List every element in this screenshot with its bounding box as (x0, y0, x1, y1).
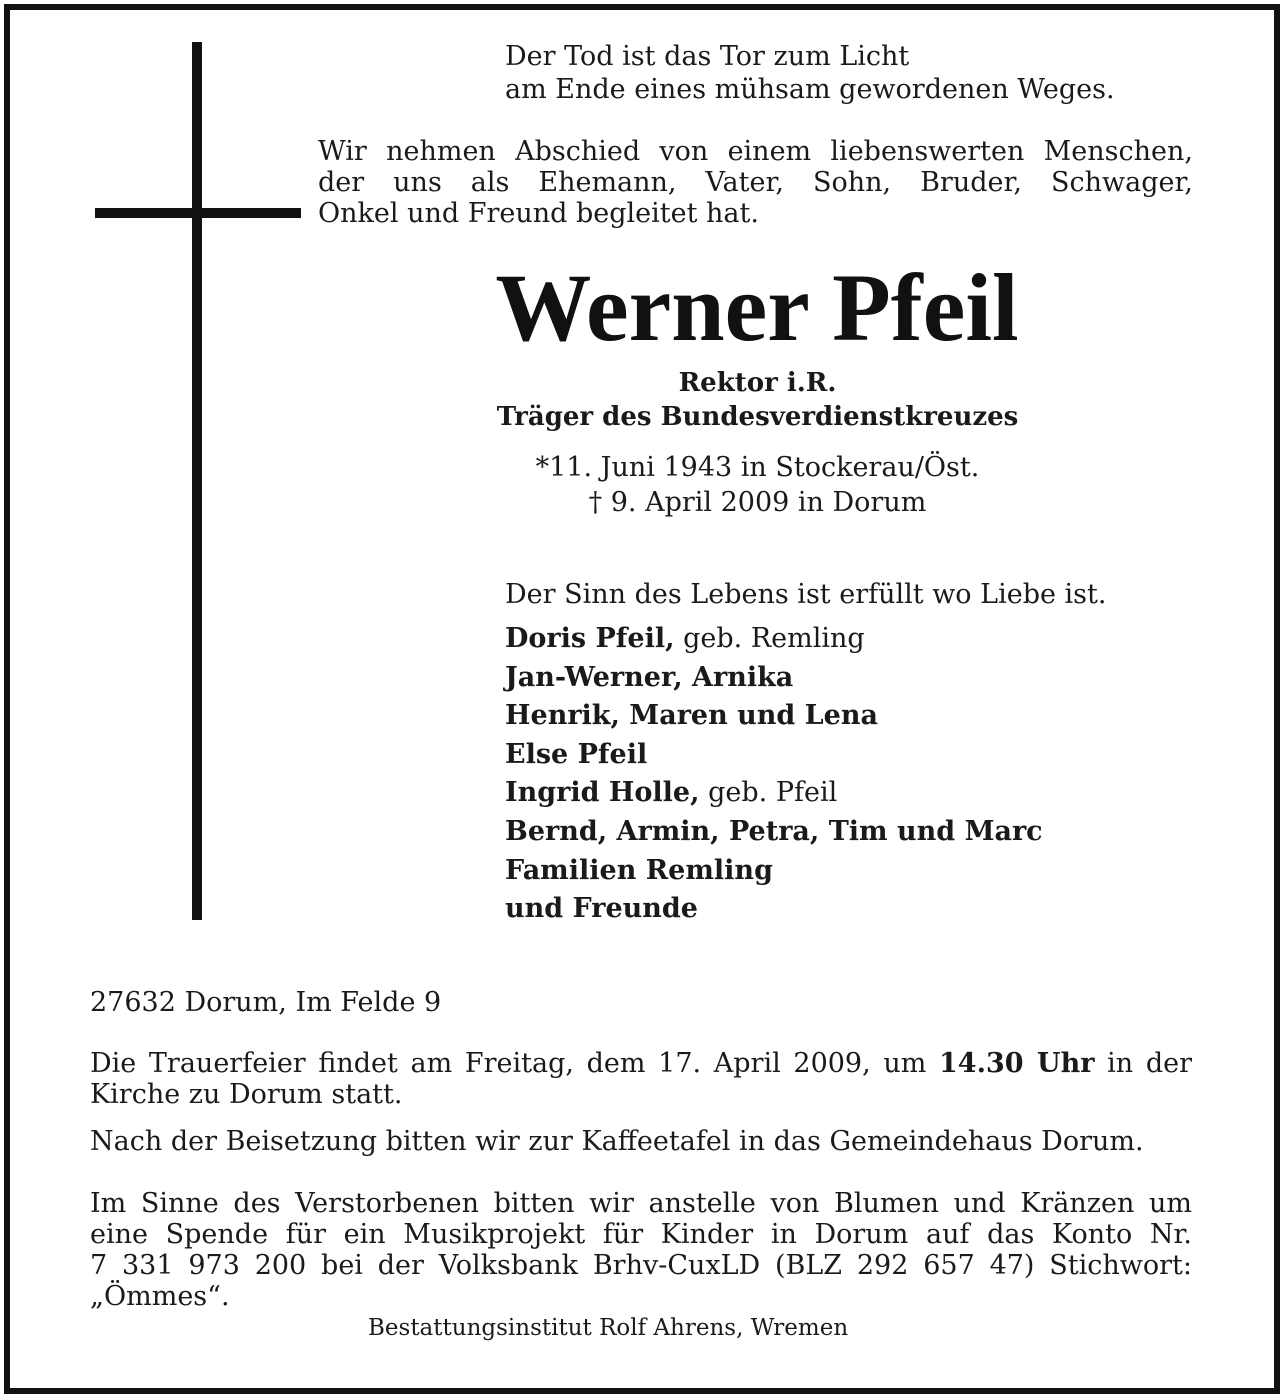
mourner-note: geb. Pfeil (708, 777, 838, 809)
mourners-list (505, 620, 1043, 929)
mourner-entry (505, 813, 1043, 852)
mourner-entry (505, 620, 1043, 659)
mourner-name: Else Pfeil (505, 738, 648, 770)
deceased-titles (470, 366, 1045, 434)
deceased-honor: Träger des Bundesverdienstkreuzes (496, 402, 1019, 432)
funeral-line: Kirche zu Dorum statt. (90, 1079, 403, 1110)
life-motto: Der Sinn des Lebens ist erfüllt wo Liebe ist. (505, 579, 1107, 610)
mourner-name: Doris Pfeil, (505, 623, 675, 654)
mourner-name: Henrik, Maren und Lena (505, 700, 878, 732)
mourner-name: Ingrid Holle, (505, 777, 700, 809)
mourner-entry (505, 697, 1043, 736)
intro-line: Wir nehmen Abschied von einem liebenswerten Menschen, (318, 136, 1193, 167)
mourner-note: geb. Remling (683, 623, 865, 654)
mourner-name: Familien Remling (505, 854, 773, 886)
death-date: † 9. April 2009 in Dorum (588, 487, 927, 518)
donation-line: eine Spende für ein Musikprojekt für Kinder in Dorum auf das Konto Nr. (90, 1219, 1192, 1250)
funeral-line (90, 1048, 1192, 1079)
donation-notice (90, 1188, 1192, 1312)
reception-notice: Nach der Beisetzung bitten wir zur Kaffeetafel in das Gemeindehaus Dorum. (90, 1126, 1144, 1157)
farewell-intro (318, 136, 1193, 229)
donation-line: 7 331 973 200 bei der Volksbank Brhv-CuxLD (BLZ 292 657 47) Stichwort: (90, 1250, 1192, 1281)
cross-vertical-bar (192, 42, 202, 920)
funeral-home: Bestattungsinstitut Rolf Ahrens, Wremen (368, 1315, 849, 1341)
family-address: 27632 Dorum, Im Felde 9 (90, 987, 442, 1018)
mourner-entry (505, 890, 1043, 929)
opening-quote (505, 40, 1115, 106)
donation-line: Im Sinne des Verstorbenen bitten wir anstelle von Blumen und Kränzen um (90, 1188, 1192, 1219)
mourner-name: und Freunde (505, 893, 698, 925)
life-dates (470, 450, 1045, 520)
funeral-text: Die Trauerfeier findet am Freitag, dem 17. April 2009, um (90, 1048, 927, 1079)
deceased-name: Werner Pfeil (495, 254, 1019, 361)
donation-line: „Ömmes“. (90, 1281, 230, 1312)
deceased-title: Rektor i.R. (678, 368, 837, 398)
intro-line: Onkel und Freund begleitet hat. (318, 198, 759, 229)
mourner-entry (505, 659, 1043, 698)
quote-line: am Ende eines mühsam gewordenen Weges. (505, 74, 1115, 105)
quote-line: Der Tod ist das Tor zum Licht (505, 41, 910, 72)
funeral-time: 14.30 Uhr (939, 1048, 1095, 1079)
intro-line: der uns als Ehemann, Vater, Sohn, Bruder, Schwager, (318, 167, 1193, 198)
mourner-name: Jan-Werner, Arnika (505, 661, 794, 693)
mourner-entry (505, 774, 1043, 813)
cross-horizontal-bar (95, 208, 301, 218)
birth-date: *11. Juni 1943 in Stockerau/Öst. (535, 452, 980, 483)
mourner-name: Bernd, Armin, Petra, Tim und Marc (505, 815, 1043, 847)
funeral-text: in der (1107, 1048, 1192, 1079)
mourner-entry (505, 736, 1043, 775)
funeral-notice (90, 1048, 1192, 1110)
mourner-entry (505, 852, 1043, 891)
